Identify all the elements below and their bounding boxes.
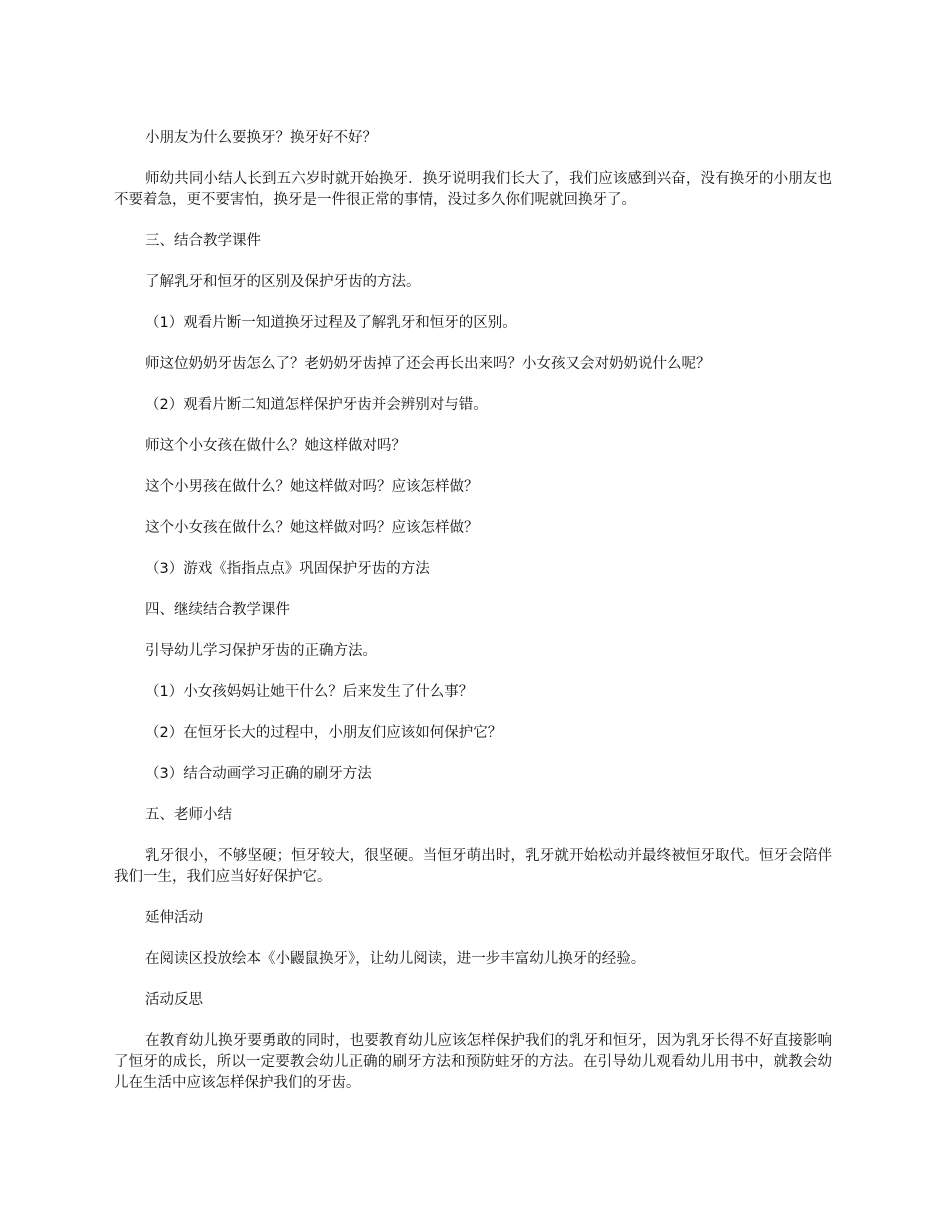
- list-item-4-3: （3）结合动画学习正确的刷牙方法: [145, 766, 372, 782]
- list-item-3-2: （2）观看片断二知道怎样保护牙齿并会辨别对与错。: [145, 397, 488, 413]
- heading-activity-reflection: 活动反思: [145, 992, 203, 1008]
- list-item-4-2: （2）在恒牙长大的过程中，小朋友们应该如何保护它？: [145, 725, 503, 741]
- paragraph-question-why-change-teeth: 小朋友为什么要换牙？换牙好不好？: [145, 130, 377, 146]
- paragraph-section-3-goal: 了解乳牙和恒牙的区别及保护牙齿的方法。: [145, 274, 421, 290]
- section-heading-4: 四、继续结合教学课件: [145, 602, 290, 618]
- paragraph-grandma-question: 师这位奶奶牙齿怎么了？老奶奶牙齿掉了还会再长出来吗？小女孩又会对奶奶说什么呢？: [145, 356, 711, 372]
- list-item-3-1: （1）观看片断一知道换牙过程及了解乳牙和恒牙的区别。: [145, 315, 517, 331]
- paragraph-girl-question-2: 这个小女孩在做什么？她这样做对吗？应该怎样做？: [145, 520, 479, 536]
- paragraph-teacher-summary: 师幼共同小结人长到五六岁时就开始换牙．换牙说明我们长大了，我们应该感到兴奋，没有换牙的小朋友也不要着急，更不要害怕，换牙是一件很正常的事情，没过多久你们呢就回换牙了。: [114, 171, 832, 208]
- section-heading-3: 三、结合教学课件: [145, 233, 261, 249]
- paragraph-section-4-goal: 引导幼儿学习保护牙齿的正确方法。: [145, 643, 377, 659]
- paragraph-extension-activity: 在阅读区投放绘本《小鼹鼠换牙》，让幼儿阅读，进一步丰富幼儿换牙的经验。: [145, 951, 646, 967]
- paragraph-boy-question: 这个小男孩在做什么？她这样做对吗？应该怎样做？: [145, 479, 479, 495]
- paragraph-girl-question: 师这个小女孩在做什么？她这样做对吗？: [145, 438, 406, 454]
- list-item-4-1: （1）小女孩妈妈让她干什么？后来发生了什么事？: [145, 684, 474, 700]
- heading-extension-activity: 延伸活动: [145, 910, 203, 926]
- section-heading-5: 五、老师小结: [145, 807, 232, 823]
- paragraph-teacher-conclusion: 乳牙很小，不够坚硬；恒牙较大，很坚硬。当恒牙萌出时，乳牙就开始松动并最终被恒牙取代。恒牙会陪伴我们一生，我们应当好好保护它。: [114, 848, 832, 885]
- paragraph-activity-reflection: 在教育幼儿换牙要勇敢的同时，也要教育幼儿应该怎样保护我们的乳牙和恒牙，因为乳牙长得不好直接影响了恒牙的成长，所以一定要教会幼儿正确的刷牙方法和预防蛀牙的方法。在引导幼儿观看幼儿用书中，就教会幼儿在生活中应该怎样保护我们的牙齿。: [114, 1033, 832, 1091]
- document-body: [114, 128, 832, 1114]
- list-item-3-3: （3）游戏《指指点点》巩固保护牙齿的方法: [145, 561, 430, 577]
